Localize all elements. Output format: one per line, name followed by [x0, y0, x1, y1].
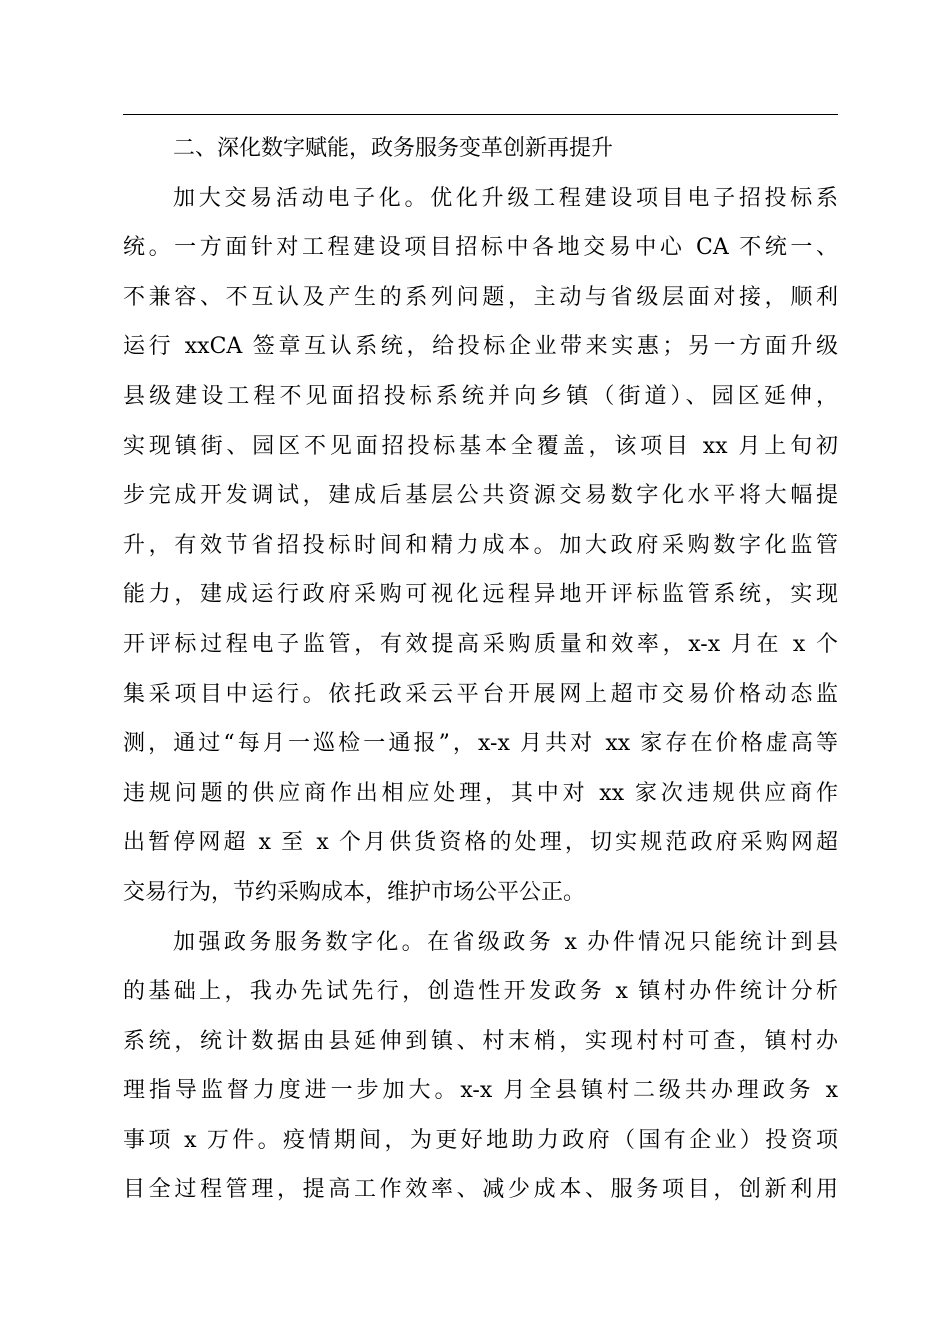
- text-line: 运行 xxCA 签章互认系统，给投标企业带来实惠；另一方面升级: [123, 334, 838, 360]
- text-line: 目全过程管理，提高工作效率、减少成本、服务项目，创新利用: [123, 1177, 838, 1203]
- text-line: 系统，统计数据由县延伸到镇、村末梢，实现村村可查，镇村办: [123, 1028, 838, 1054]
- text-line: 测，通过“每月一巡检一通报”，x-x 月共对 xx 家存在价格虚高等: [123, 731, 838, 757]
- text-line: 不兼容、不互认及产生的系列问题，主动与省级层面对接，顺利: [123, 284, 838, 310]
- text-line: 县级建设工程不见面招投标系统并向乡镇（街道）、园区延伸，: [123, 383, 838, 409]
- text-line: 事项 x 万件。疫情期间，为更好地助力政府（国有企业）投资项: [123, 1127, 838, 1153]
- text-line: 实现镇街、园区不见面招投标基本全覆盖，该项目 xx 月上旬初: [123, 433, 838, 459]
- paragraph-electronic-trading: [123, 174, 838, 918]
- text-line: 出暂停网超 x 至 x 个月供货资格的处理，切实规范政府采购网超: [123, 830, 838, 856]
- text-line: 能力，建成运行政府采购可视化远程异地开评标监管系统，实现: [123, 582, 838, 608]
- text-line: 步完成开发调试，建成后基层公共资源交易数字化水平将大幅提: [123, 483, 838, 509]
- header-rule: [123, 114, 838, 115]
- text-line: 加强政务服务数字化。在省级政务 x 办件情况只能统计到县: [173, 929, 838, 955]
- section-heading: 二、深化数字赋能，政务服务变革创新再提升: [173, 136, 614, 161]
- text-line: 交易行为，节约采购成本，维护市场公平公正。: [123, 879, 586, 905]
- text-line: 违规问题的供应商作出相应处理，其中对 xx 家次违规供应商作: [123, 780, 838, 806]
- document-body: [123, 124, 838, 1215]
- text-line: 理指导监督力度进一步加大。x-x 月全县镇村二级共办理政务 x: [123, 1078, 838, 1104]
- text-line: 加大交易活动电子化。优化升级工程建设项目电子招投标系: [173, 185, 838, 211]
- paragraph-government-services: [123, 918, 838, 1216]
- text-line: 集采项目中运行。依托政采云平台开展网上超市交易价格动态监: [123, 681, 838, 707]
- text-line: 的基础上，我办先试先行，创造性开发政务 x 镇村办件统计分析: [123, 979, 838, 1005]
- text-line: 统。一方面针对工程建设项目招标中各地交易中心 CA 不统一、: [123, 235, 838, 261]
- text-line: 升，有效节省招投标时间和精力成本。加大政府采购数字化监管: [123, 532, 838, 558]
- text-line: 开评标过程电子监管，有效提高采购质量和效率，x-x 月在 x 个: [123, 631, 838, 657]
